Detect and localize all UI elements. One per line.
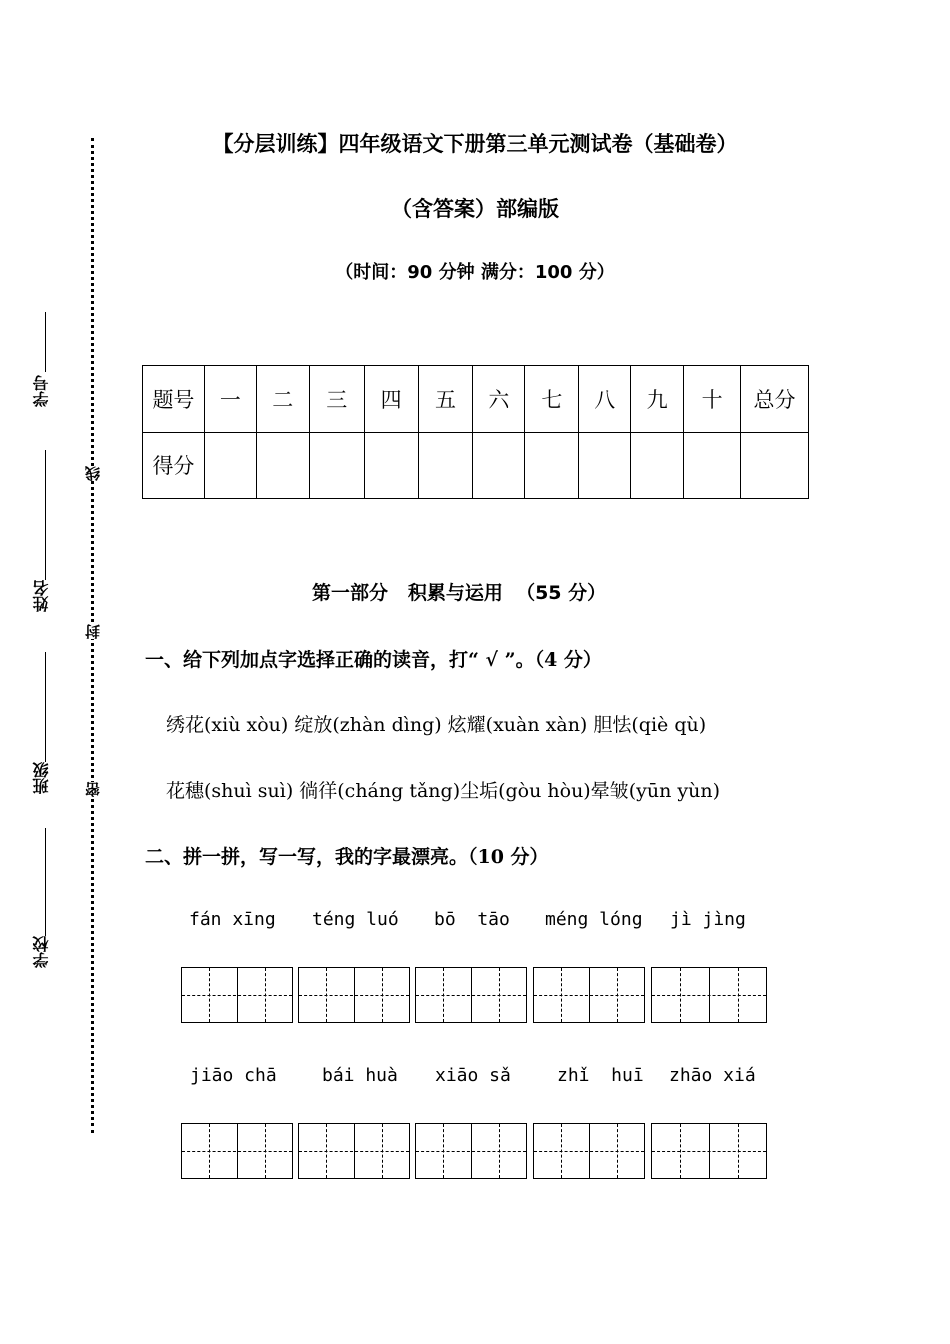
pinyin-label: méng lóng <box>545 909 643 930</box>
pinyin-label: jì jìng <box>670 909 746 930</box>
class-label: 班级 <box>32 762 51 794</box>
pinyin-label: zhāo xiá <box>669 1065 756 1086</box>
writing-grid[interactable] <box>651 1123 767 1179</box>
pinyin-label: téng luó <box>312 909 399 930</box>
table-cell: 二 <box>256 366 309 433</box>
table-cell: 六 <box>473 366 525 433</box>
score-entry-cell[interactable] <box>473 432 525 499</box>
score-entry-cell[interactable] <box>204 432 256 499</box>
score-entry-cell[interactable] <box>684 432 741 499</box>
pinyin-label: fán xīng <box>189 909 276 930</box>
score-table-header-row <box>143 366 809 433</box>
table-cell: 总分 <box>741 366 809 433</box>
seal-char-seal: 封 <box>84 624 102 639</box>
score-entry-cell[interactable] <box>364 432 418 499</box>
school-underline <box>45 828 46 936</box>
table-cell: 七 <box>525 366 579 433</box>
table-cell: 得分 <box>143 432 205 499</box>
q1-heading: 一、给下列加点字选择正确的读音，打“ √ ”。（4 分） <box>145 649 602 671</box>
q1-line1: 绣花(xiù xòu) 绽放(zhàn dìng) 炫耀(xuàn xàn) 胆怯(qiè qù) <box>166 714 707 736</box>
writing-grid[interactable] <box>298 967 410 1023</box>
writing-grid[interactable] <box>181 1123 293 1179</box>
q2-heading: 二、拼一拼，写一写，我的字最漂亮。（10 分） <box>145 846 549 868</box>
pinyin-label: jiāo chā <box>190 1065 277 1086</box>
name-underline <box>45 450 46 580</box>
writing-grid[interactable] <box>415 1123 527 1179</box>
score-entry-cell[interactable] <box>631 432 684 499</box>
pinyin-label: bái huà <box>322 1065 398 1086</box>
student-id-underline <box>45 312 46 372</box>
pinyin-label: zhǐ huī <box>557 1065 644 1086</box>
name-label: 姓名 <box>32 580 51 612</box>
table-cell: 题号 <box>143 366 205 433</box>
table-cell: 三 <box>309 366 364 433</box>
writing-grid[interactable] <box>651 967 767 1023</box>
table-cell: 九 <box>631 366 684 433</box>
student-id-label: 学号 <box>32 375 51 407</box>
pinyin-label: xiāo sǎ <box>435 1065 511 1086</box>
table-cell: 一 <box>204 366 256 433</box>
writing-grid[interactable] <box>181 967 293 1023</box>
part1-heading: 第一部分 积累与运用 （55 分） <box>312 582 607 604</box>
table-cell: 十 <box>684 366 741 433</box>
pinyin-label: bō tāo <box>434 909 510 930</box>
score-entry-cell[interactable] <box>741 432 809 499</box>
score-entry-cell[interactable] <box>525 432 579 499</box>
exam-title-line1: 【分层训练】四年级语文下册第三单元测试卷（基础卷） <box>212 132 738 156</box>
writing-grid[interactable] <box>533 1123 645 1179</box>
q1-line2: 花穗(shuì suì) 徜徉(cháng tǎng)尘垢(gòu hòu)晕皱(yūn yùn) <box>166 780 720 802</box>
seal-char-secret: 密 <box>84 782 102 797</box>
table-cell: 四 <box>364 366 418 433</box>
table-cell: 五 <box>418 366 473 433</box>
exam-title-line2: （含答案）部编版 <box>391 197 559 221</box>
school-label: 学校 <box>32 936 51 968</box>
class-underline <box>45 652 46 762</box>
score-entry-cell[interactable] <box>418 432 473 499</box>
writing-grid[interactable] <box>533 967 645 1023</box>
score-entry-cell[interactable] <box>579 432 631 499</box>
writing-grid[interactable] <box>298 1123 410 1179</box>
score-table <box>142 365 809 499</box>
score-entry-cell[interactable] <box>309 432 364 499</box>
seal-char-line: 线 <box>84 466 102 481</box>
score-table-score-row <box>143 432 809 499</box>
writing-grid[interactable] <box>415 967 527 1023</box>
table-cell: 八 <box>579 366 631 433</box>
score-entry-cell[interactable] <box>256 432 309 499</box>
exam-time-info: （时间：90 分钟 满分：100 分） <box>335 262 615 283</box>
